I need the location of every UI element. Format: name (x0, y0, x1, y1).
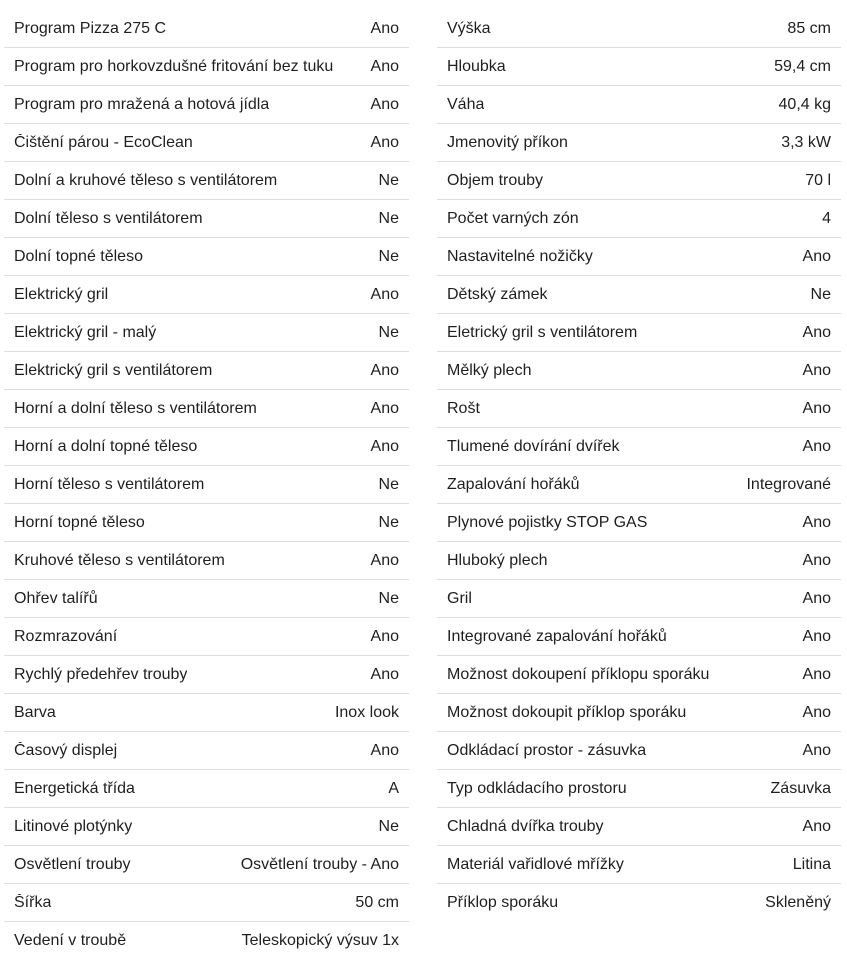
spec-label: Elektrický gril (14, 285, 109, 303)
spec-row (4, 390, 409, 428)
spec-row (437, 86, 841, 124)
spec-label: Integrované zapalování hořáků (447, 627, 667, 645)
spec-value: Ne (378, 209, 399, 227)
spec-value: Inox look (334, 703, 399, 721)
spec-value: Ano (370, 437, 399, 455)
spec-row (437, 542, 841, 580)
spec-value: Ano (802, 741, 831, 759)
spec-value: Ano (802, 703, 831, 721)
spec-label: Rozmrazování (14, 627, 118, 645)
spec-row (4, 352, 409, 390)
spec-row (4, 200, 409, 238)
spec-value: Ano (370, 399, 399, 417)
spec-value: Ano (370, 627, 399, 645)
spec-label: Tlumené dovírání dvířek (447, 437, 620, 455)
spec-value: Ne (378, 171, 399, 189)
spec-value: Ano (802, 627, 831, 645)
spec-label: Program Pizza 275 C (14, 19, 167, 37)
spec-row (437, 238, 841, 276)
spec-value: Ano (802, 437, 831, 455)
spec-row (4, 238, 409, 276)
spec-value: Ne (378, 475, 399, 493)
spec-row (4, 48, 409, 86)
spec-label: Energetická třída (14, 779, 135, 797)
spec-row (437, 656, 841, 694)
spec-row (437, 504, 841, 542)
spec-value: Ano (370, 57, 399, 75)
spec-label: Eletrický gril s ventilátorem (447, 323, 638, 341)
spec-column-left (4, 10, 409, 959)
spec-label: Zapalování hořáků (447, 475, 580, 493)
spec-label: Typ odkládacího prostoru (447, 779, 627, 797)
spec-row (4, 884, 409, 922)
spec-value: 85 cm (787, 19, 831, 37)
spec-column-right (437, 10, 841, 921)
spec-label: Osvětlení trouby (14, 855, 131, 873)
spec-label: Vedení v troubě (14, 931, 127, 949)
spec-value: Skleněný (765, 893, 831, 911)
spec-row (4, 922, 409, 959)
spec-value: Zásuvka (770, 779, 831, 797)
spec-value: 4 (822, 209, 831, 227)
spec-label: Gril (447, 589, 472, 607)
spec-label: Horní topné těleso (14, 513, 145, 531)
spec-row (437, 846, 841, 884)
spec-value: Ano (802, 247, 831, 265)
spec-row (437, 276, 841, 314)
spec-label: Kruhové těleso s ventilátorem (14, 551, 225, 569)
spec-row (437, 770, 841, 808)
spec-label: Elektrický gril - malý (14, 323, 157, 341)
spec-row (437, 618, 841, 656)
spec-label: Dolní těleso s ventilátorem (14, 209, 203, 227)
spec-label: Rošt (447, 399, 480, 417)
spec-row (437, 10, 841, 48)
spec-value: Ano (370, 361, 399, 379)
spec-label: Elektrický gril s ventilátorem (14, 361, 213, 379)
spec-value: Ano (802, 551, 831, 569)
spec-label: Výška (447, 19, 491, 37)
spec-label: Čištění párou - EcoClean (14, 133, 193, 151)
spec-row (4, 504, 409, 542)
spec-value: Ano (802, 817, 831, 835)
spec-label: Rychlý předehřev trouby (14, 665, 188, 683)
spec-value: 59,4 cm (774, 57, 831, 75)
spec-value: Ano (370, 133, 399, 151)
spec-label: Nastavitelné nožičky (447, 247, 593, 265)
spec-row (437, 314, 841, 352)
spec-label: Odkládací prostor - zásuvka (447, 741, 647, 759)
spec-label: Horní a dolní těleso s ventilátorem (14, 399, 257, 417)
spec-row (437, 884, 841, 921)
spec-value: Ano (802, 361, 831, 379)
spec-row (4, 580, 409, 618)
spec-row (437, 694, 841, 732)
spec-label: Program pro mražená a hotová jídla (14, 95, 270, 113)
spec-row (437, 124, 841, 162)
spec-value: Ano (370, 551, 399, 569)
spec-row (437, 428, 841, 466)
spec-value: Ano (370, 741, 399, 759)
spec-value: Ano (370, 95, 399, 113)
spec-row (437, 580, 841, 618)
spec-label: Počet varných zón (447, 209, 579, 227)
spec-value: Ne (378, 323, 399, 341)
spec-row (437, 732, 841, 770)
spec-value: Ano (370, 19, 399, 37)
spec-value: Ne (378, 817, 399, 835)
spec-value: Ano (370, 665, 399, 683)
spec-row (4, 314, 409, 352)
spec-label: Časový displej (14, 741, 118, 759)
spec-value: Ne (378, 247, 399, 265)
spec-row (437, 48, 841, 86)
spec-row (437, 466, 841, 504)
spec-value: Ano (802, 399, 831, 417)
spec-value: Ne (810, 285, 831, 303)
spec-value: Litina (792, 855, 831, 873)
spec-label: Barva (14, 703, 56, 721)
spec-row (437, 808, 841, 846)
spec-label: Horní a dolní topné těleso (14, 437, 198, 455)
spec-label: Mělký plech (447, 361, 532, 379)
spec-row (4, 542, 409, 580)
spec-label: Jmenovitý příkon (447, 133, 568, 151)
spec-row (4, 694, 409, 732)
spec-value: Ano (802, 665, 831, 683)
spec-label: Dolní a kruhové těleso s ventilátorem (14, 171, 278, 189)
spec-row (4, 10, 409, 48)
spec-row (437, 352, 841, 390)
spec-row (4, 466, 409, 504)
spec-label: Materiál vařidlové mřížky (447, 855, 624, 873)
spec-row (4, 732, 409, 770)
spec-label: Objem trouby (447, 171, 544, 189)
spec-row (4, 86, 409, 124)
spec-label: Horní těleso s ventilátorem (14, 475, 205, 493)
spec-value: 70 l (805, 171, 831, 189)
spec-label: Hloubka (447, 57, 506, 75)
spec-label: Dětský zámek (447, 285, 548, 303)
spec-label: Chladná dvířka trouby (447, 817, 604, 835)
spec-row (4, 808, 409, 846)
spec-row (437, 390, 841, 428)
spec-row (4, 428, 409, 466)
spec-row (4, 124, 409, 162)
spec-row (437, 200, 841, 238)
spec-row (437, 162, 841, 200)
spec-value: Ne (378, 589, 399, 607)
spec-value: 50 cm (355, 893, 399, 911)
spec-row (4, 162, 409, 200)
spec-row (4, 276, 409, 314)
spec-value: Ne (378, 513, 399, 531)
spec-value: 40,4 kg (778, 95, 831, 113)
spec-value: Integrované (746, 475, 831, 493)
spec-label: Dolní topné těleso (14, 247, 143, 265)
spec-value: 3,3 kW (781, 133, 831, 151)
spec-value: Teleskopický výsuv 1x (241, 931, 399, 949)
spec-value: Ano (802, 323, 831, 341)
spec-label: Hluboký plech (447, 551, 548, 569)
spec-value: Ano (802, 513, 831, 531)
spec-value: Osvětlení trouby - Ano (240, 855, 399, 873)
spec-label: Možnost dokoupení příklopu sporáku (447, 665, 710, 683)
spec-label: Příklop sporáku (447, 893, 559, 911)
spec-label: Šířka (14, 893, 52, 911)
spec-label: Váha (447, 95, 485, 113)
spec-value: Ano (370, 285, 399, 303)
spec-label: Ohřev talířů (14, 589, 98, 607)
spec-label: Program pro horkovzdušné fritování bez tuku (14, 57, 334, 75)
spec-value: Ano (802, 589, 831, 607)
spec-row (4, 656, 409, 694)
spec-label: Plynové pojistky STOP GAS (447, 513, 648, 531)
spec-label: Litinové plotýnky (14, 817, 133, 835)
spec-value: A (388, 779, 399, 797)
spec-row (4, 770, 409, 808)
spec-row (4, 618, 409, 656)
spec-row (4, 846, 409, 884)
spec-label: Možnost dokoupit příklop sporáku (447, 703, 687, 721)
